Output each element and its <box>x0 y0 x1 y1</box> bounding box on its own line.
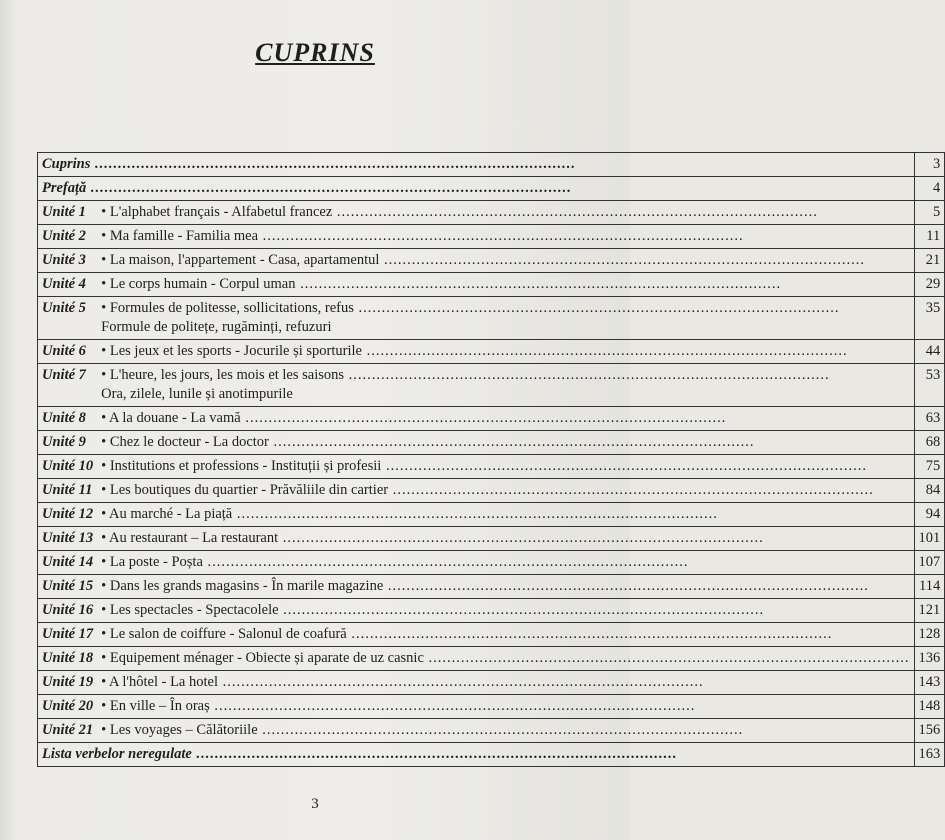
toc-unit-title-line: • Les boutiques du quartier - Prăvăliile din cartier ..... <box>101 482 874 498</box>
toc-unit-title <box>97 340 914 364</box>
toc-unit-title-line: • La poste - Poșta ..... <box>101 554 688 570</box>
toc-unit-title-line: • Equipement ménager - Obiecte și aparate de uz casnic ..... <box>101 650 909 666</box>
toc-unit-title-line: • Les spectacles - Spectacolele ..... <box>101 602 764 618</box>
toc-unit-title <box>97 623 914 647</box>
toc-unit-title-translation: Ora, zilele, lunile și anotimpurile <box>101 386 293 402</box>
toc-unit-title <box>97 527 914 551</box>
page-title: CUPRINS <box>255 38 375 67</box>
toc-page-number: 3 <box>914 153 945 177</box>
toc-page-number: 21 <box>914 249 945 273</box>
toc-row <box>38 551 945 575</box>
toc-unit-title-line: • Institutions et professions - Instituții și profesii ..... <box>101 458 867 474</box>
toc-unit-label: Unité 2 <box>38 225 98 249</box>
toc-row <box>38 527 945 551</box>
toc-unit-title <box>97 225 914 249</box>
toc-unit-title-line: • Le corps humain - Corpul uman ..... <box>101 276 781 292</box>
toc-unit-label: Unité 7 <box>38 364 98 407</box>
toc-unit-label: Unité 3 <box>38 249 98 273</box>
table-of-contents <box>37 152 945 767</box>
toc-unit-title-line: • L'alphabet français - Alfabetul francez ..... <box>101 204 818 220</box>
toc-unit-title-line: • Au restaurant – La restaurant ..... <box>101 530 764 546</box>
toc-unit-title-line: • En ville – În oraș ..... <box>101 698 695 714</box>
toc-unit-title-line: • Les voyages – Călătoriile ..... <box>101 722 743 738</box>
toc-unit-label: Unité 10 <box>38 455 98 479</box>
toc-unit-label: Unité 6 <box>38 340 98 364</box>
toc-page-number: 35 <box>914 297 945 340</box>
toc-unit-label: Unité 4 <box>38 273 98 297</box>
toc-row <box>38 599 945 623</box>
toc-page-number: 101 <box>914 527 945 551</box>
toc-unit-label: Unité 16 <box>38 599 98 623</box>
toc-unit-title <box>97 719 914 743</box>
toc-page-number: 75 <box>914 455 945 479</box>
toc-page-number: 5 <box>914 201 945 225</box>
toc-unit-title <box>97 407 914 431</box>
toc-unit-label: Unité 5 <box>38 297 98 340</box>
toc-unit-label: Unité 19 <box>38 671 98 695</box>
toc-page-number: 136 <box>914 647 945 671</box>
toc-row <box>38 479 945 503</box>
toc-unit-label: Unité 13 <box>38 527 98 551</box>
page-number: 3 <box>311 796 319 812</box>
toc-page-number: 4 <box>914 177 945 201</box>
toc-unit-title-line: • Les jeux et les sports - Jocurile și sporturile ..... <box>101 343 847 359</box>
toc-page-number: 68 <box>914 431 945 455</box>
toc-row <box>38 719 945 743</box>
toc-unit-title <box>97 575 914 599</box>
toc-row <box>38 153 945 177</box>
toc-unit-title <box>97 201 914 225</box>
toc-unit-title-line: • Ma famille - Familia mea ..... <box>101 228 744 244</box>
toc-row <box>38 575 945 599</box>
toc-unit-title-line: • Au marché - La piață ..... <box>101 506 718 522</box>
toc-page-number: 53 <box>914 364 945 407</box>
toc-unit-title-line: • La maison, l'appartement - Casa, apartamentul ..... <box>101 252 865 268</box>
toc-page-number: 114 <box>914 575 945 599</box>
toc-entry-label: Lista verbelor neregulate ..... <box>38 743 915 767</box>
toc-page-number: 121 <box>914 599 945 623</box>
toc-unit-title <box>97 599 914 623</box>
toc-page-number: 29 <box>914 273 945 297</box>
toc-unit-title-translation: Formule de politețe, rugăminți, refuzuri <box>101 319 332 335</box>
toc-page-number: 44 <box>914 340 945 364</box>
toc-unit-title <box>97 364 914 407</box>
toc-unit-label: Unité 21 <box>38 719 98 743</box>
toc-unit-label: Unité 17 <box>38 623 98 647</box>
toc-row <box>38 201 945 225</box>
toc-unit-title <box>97 647 914 671</box>
toc-row <box>38 177 945 201</box>
toc-unit-label: Unité 8 <box>38 407 98 431</box>
toc-row <box>38 431 945 455</box>
toc-row <box>38 623 945 647</box>
toc-unit-label: Unité 14 <box>38 551 98 575</box>
toc-page-number: 148 <box>914 695 945 719</box>
toc-unit-title <box>97 695 914 719</box>
toc-row <box>38 297 945 340</box>
toc-unit-title-line: • Le salon de coiffure - Salonul de coafură ..... <box>101 626 832 642</box>
toc-page-number: 143 <box>914 671 945 695</box>
toc-unit-label: Unité 15 <box>38 575 98 599</box>
toc-unit-title-line: • Formules de politesse, sollicitations, refus ..... <box>101 300 839 316</box>
toc-unit-title-line: • Dans les grands magasins - În marile magazine ..... <box>101 578 869 594</box>
toc-unit-title-line: • A la douane - La vamă ..... <box>101 410 726 426</box>
toc-page-number: 84 <box>914 479 945 503</box>
toc-row <box>38 340 945 364</box>
toc-row <box>38 249 945 273</box>
toc-unit-label: Unité 12 <box>38 503 98 527</box>
toc-page-number: 11 <box>914 225 945 249</box>
toc-unit-title <box>97 297 914 340</box>
toc-row <box>38 695 945 719</box>
toc-unit-title <box>97 273 914 297</box>
toc-unit-title <box>97 479 914 503</box>
toc-row <box>38 743 945 767</box>
toc-row <box>38 503 945 527</box>
toc-unit-label: Unité 1 <box>38 201 98 225</box>
toc-row <box>38 455 945 479</box>
toc-page-number: 63 <box>914 407 945 431</box>
toc-unit-label: Unité 11 <box>38 479 98 503</box>
toc-page-number: 94 <box>914 503 945 527</box>
toc-page-number: 156 <box>914 719 945 743</box>
toc-unit-title <box>97 249 914 273</box>
toc-row <box>38 407 945 431</box>
toc-page-number: 107 <box>914 551 945 575</box>
toc-unit-title-line: • Chez le docteur - La doctor ..... <box>101 434 754 450</box>
toc-row <box>38 671 945 695</box>
toc-unit-title <box>97 671 914 695</box>
toc-unit-title-line: • L'heure, les jours, les mois et les saisons ..... <box>101 367 830 383</box>
toc-page-number: 163 <box>914 743 945 767</box>
toc-entry-label: Cuprins ..... <box>38 153 915 177</box>
toc-unit-title <box>97 431 914 455</box>
toc-entry-label: Prefață ..... <box>38 177 915 201</box>
toc-row <box>38 364 945 407</box>
toc-row <box>38 273 945 297</box>
toc-row <box>38 225 945 249</box>
toc-unit-title-line: • A l'hôtel - La hotel ..... <box>101 674 703 690</box>
toc-unit-label: Unité 20 <box>38 695 98 719</box>
toc-unit-title <box>97 551 914 575</box>
toc-unit-label: Unité 18 <box>38 647 98 671</box>
toc-unit-title <box>97 503 914 527</box>
toc-row <box>38 647 945 671</box>
toc-unit-label: Unité 9 <box>38 431 98 455</box>
toc-page-number: 128 <box>914 623 945 647</box>
toc-unit-title <box>97 455 914 479</box>
